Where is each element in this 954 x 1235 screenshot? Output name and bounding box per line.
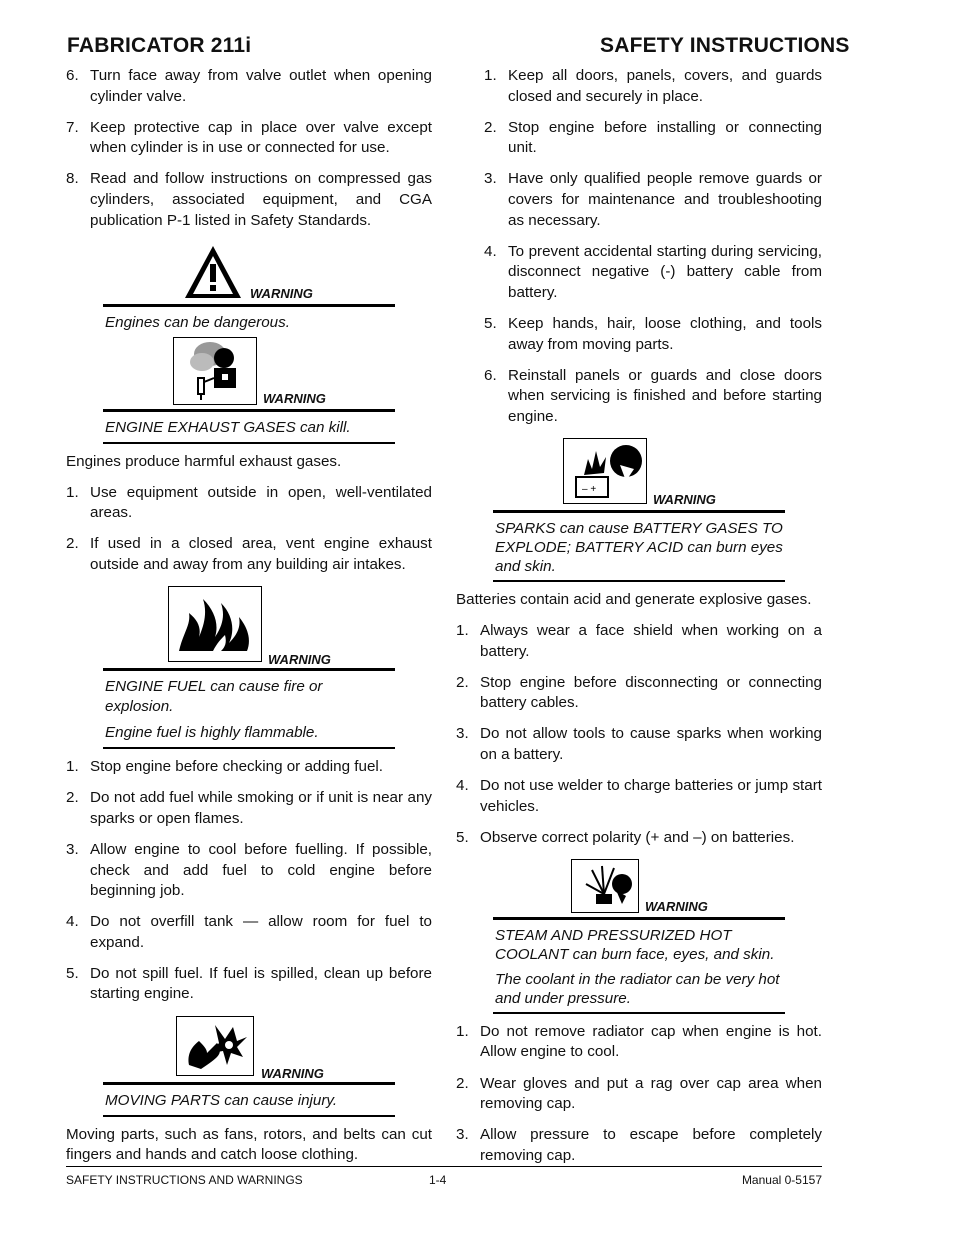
list-item: 1. Keep all doors, panels, covers, and guards closed and securely in place. bbox=[484, 67, 822, 105]
list-item: 1. Do not remove radiator cap when engine is hot. Allow engine to cool. bbox=[456, 1022, 822, 1061]
list-item: 1. Always wear a face shield when working on a battery. bbox=[456, 622, 822, 660]
left-column bbox=[66, 66, 432, 1176]
list-item: 3. Allow engine to cool before fuelling. If possible, check and add fuel to cold engine before beginning job. bbox=[66, 840, 432, 900]
fuel-list bbox=[66, 757, 432, 1005]
list-item: 5. Keep hands, hair, loose clothing, and tools away from moving parts. bbox=[484, 314, 822, 353]
battery-intro: Batteries contain acid and generate explosive gases. bbox=[456, 590, 812, 608]
warning-engines bbox=[103, 242, 395, 337]
page-footer bbox=[66, 1166, 822, 1187]
footer-section: SAFETY INSTRUCTIONS AND WARNINGS bbox=[66, 1173, 303, 1187]
warning-label: WARNING bbox=[263, 390, 326, 406]
steam-coolant-icon bbox=[571, 859, 639, 913]
page-number: 1-4 bbox=[429, 1173, 447, 1187]
svg-text:– +: – + bbox=[582, 483, 597, 495]
warning-message: Engines can be dangerous. bbox=[105, 313, 290, 331]
warning-message-2: Engine fuel is highly flammable. bbox=[105, 724, 319, 742]
warning-label: WARNING bbox=[250, 285, 313, 301]
list-item: 4. To prevent accidental starting during servicing, disconnect negative (-) battery cable from battery. bbox=[484, 242, 822, 301]
list-item: 2. Do not add fuel while smoking or if unit is near any sparks or open flames. bbox=[66, 789, 432, 827]
right-column bbox=[456, 66, 822, 1177]
battery-list bbox=[456, 621, 822, 848]
moving-parts-icon bbox=[176, 1016, 254, 1076]
list-item: 6. Turn face away from valve outlet when opening cylinder valve. bbox=[66, 67, 432, 105]
warning-label: WARNING bbox=[645, 898, 708, 914]
list-item: 2. If used in a closed area, vent engine exhaust outside and away from any building air intakes. bbox=[66, 535, 432, 574]
warning-label: WARNING bbox=[653, 491, 716, 507]
moving-parts-list bbox=[456, 66, 822, 427]
list-item: 2. Stop engine before installing or connecting unit. bbox=[484, 118, 822, 157]
list-item: 3. Allow pressure to escape before completely removing cap. bbox=[456, 1126, 822, 1164]
list-item: 3. Do not allow tools to cause sparks when working on a battery. bbox=[456, 725, 822, 763]
list-item: 7. Keep protective cap in place over valve except when cylinder is in use or connected for use. bbox=[66, 118, 432, 157]
moving-intro: Moving parts, such as fans, rotors, and belts can cut fingers and hands and catch loose clothing. bbox=[66, 1125, 432, 1164]
warning-message: SPARKS can cause BATTERY GASES TO EXPLODE; BATTERY ACID can burn eyes and skin. bbox=[495, 519, 783, 575]
warning-message-2: The coolant in the radiator can be very hot and under pressure. bbox=[495, 970, 780, 1007]
warning-moving-parts bbox=[103, 1016, 395, 1117]
warning-exhaust bbox=[103, 337, 395, 444]
exhaust-list bbox=[66, 483, 432, 576]
warning-fuel bbox=[103, 586, 395, 749]
warning-battery bbox=[493, 438, 785, 582]
doc-title: FABRICATOR 211i bbox=[67, 34, 252, 57]
list-item: 4. Do not overfill tank — allow room for fuel to expand. bbox=[66, 913, 432, 951]
list-item: 5. Observe correct polarity (+ and –) on batteries. bbox=[456, 828, 795, 846]
list-item: 1. Use equipment outside in open, well-ventilated areas. bbox=[66, 483, 432, 522]
warning-message: ENGINE EXHAUST GASES can kill. bbox=[105, 418, 351, 436]
warning-triangle-icon bbox=[183, 244, 243, 300]
warning-message: ENGINE FUEL can cause fire or explosion. bbox=[105, 678, 323, 716]
list-item: 4. Do not use welder to charge batteries or jump start vehicles. bbox=[456, 777, 822, 815]
warning-message: STEAM AND PRESSURIZED HOT COOLANT can burn face, eyes, and skin. bbox=[495, 926, 775, 963]
cylinder-list bbox=[66, 66, 432, 231]
list-item: 5. Do not spill fuel. If fuel is spilled, clean up before starting engine. bbox=[66, 964, 432, 1003]
warning-steam bbox=[493, 859, 785, 1014]
manual-number: Manual 0-5157 bbox=[741, 1173, 822, 1187]
fire-icon bbox=[168, 586, 262, 662]
list-item: 2. Wear gloves and put a rag over cap area when removing cap. bbox=[456, 1074, 822, 1113]
steam-list bbox=[456, 1022, 822, 1167]
list-item: 3. Have only qualified people remove guards or covers for maintenance and troubleshooting as necessary. bbox=[484, 170, 822, 229]
list-item: 2. Stop engine before disconnecting or connecting battery cables. bbox=[456, 673, 822, 712]
battery-explosion-icon bbox=[563, 438, 647, 504]
section-title: SAFETY INSTRUCTIONS bbox=[600, 34, 850, 57]
exhaust-intro: Engines produce harmful exhaust gases. bbox=[66, 452, 342, 470]
list-item: 1. Stop engine before checking or adding fuel. bbox=[66, 758, 383, 776]
warning-label: WARNING bbox=[261, 1065, 324, 1081]
list-item: 6. Reinstall panels or guards and close doors when servicing is finished and before starting engine. bbox=[484, 366, 822, 425]
exhaust-gas-icon bbox=[173, 337, 257, 405]
list-item: 8. Read and follow instructions on compressed gas cylinders, associated equipment, and CGA publication P-1 listed in Safety Standards. bbox=[66, 170, 432, 229]
warning-message: MOVING PARTS can cause injury. bbox=[105, 1091, 338, 1109]
warning-label: WARNING bbox=[268, 652, 331, 668]
